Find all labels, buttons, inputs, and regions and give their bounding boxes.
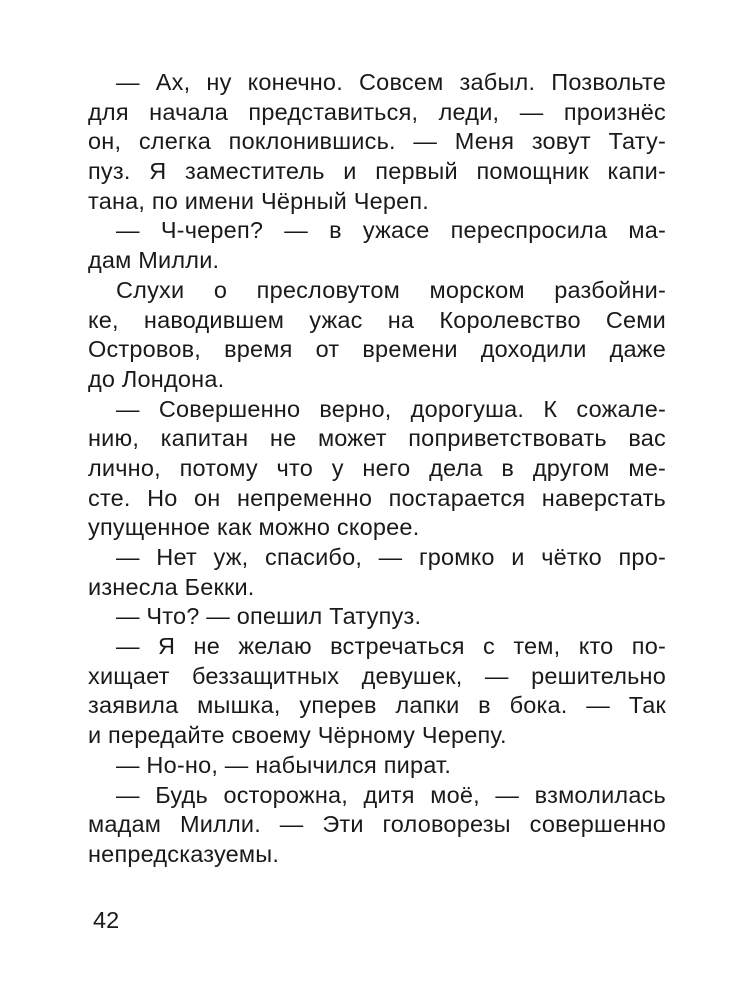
text-line: и передайте своему Чёрному Черепу. bbox=[88, 722, 507, 749]
text-line: мадам Милли. — Эти головорезы совершенно bbox=[88, 811, 666, 838]
text-line: для начала представиться, леди, — произнёс bbox=[88, 98, 666, 125]
body-text bbox=[88, 68, 666, 870]
text-line: он, слегка поклонившись. — Меня зовут Тату- bbox=[88, 128, 666, 155]
text-line: заявила мышка, уперев лапки в бока. — Так bbox=[88, 692, 666, 719]
text-line: хищает беззащитных девушек, — решительно bbox=[88, 662, 666, 689]
text-line: изнесла Бекки. bbox=[88, 573, 255, 600]
text-line: лично, потому что у него дела в другом ме- bbox=[88, 454, 666, 481]
text-line: Слухи о пресловутом морском разбойни- bbox=[116, 276, 666, 303]
text-line: пуз. Я заместитель и первый помощник капи- bbox=[88, 158, 666, 185]
text-line: — Но-но, — набычился пират. bbox=[116, 751, 452, 778]
text-line: сте. Но он непременно постарается наверстать bbox=[88, 484, 666, 511]
text-line: Островов, время от времени доходили даже bbox=[88, 336, 666, 363]
text-line: — Что? — опешил Татупуз. bbox=[116, 603, 422, 630]
text-line: ке, наводившем ужас на Королевство Семи bbox=[88, 306, 666, 333]
page-number: 42 bbox=[93, 907, 120, 933]
text-line: — Ах, ну конечно. Совсем забыл. Позвольте bbox=[116, 69, 666, 95]
text-line: нию, капитан не может поприветствовать вас bbox=[88, 425, 666, 452]
text-line: тана, по имени Чёрный Череп. bbox=[88, 187, 430, 214]
text-line: дам Милли. bbox=[88, 247, 220, 274]
text-line: непредсказуемы. bbox=[88, 840, 280, 867]
text-line: до Лондона. bbox=[88, 365, 225, 392]
text-line: — Будь осторожна, дитя моё, — взмолилась bbox=[116, 781, 666, 808]
text-line: — Ч-череп? — в ужасе переспросила ма- bbox=[116, 217, 666, 244]
text-line: упущенное как можно скорее. bbox=[88, 514, 420, 541]
text-line: — Я не желаю встречаться с тем, кто по- bbox=[116, 633, 666, 660]
text-line: — Совершенно верно, дорогуша. К сожале- bbox=[116, 395, 666, 422]
text-line: — Нет уж, спасибо, — громко и чётко про- bbox=[116, 544, 666, 570]
